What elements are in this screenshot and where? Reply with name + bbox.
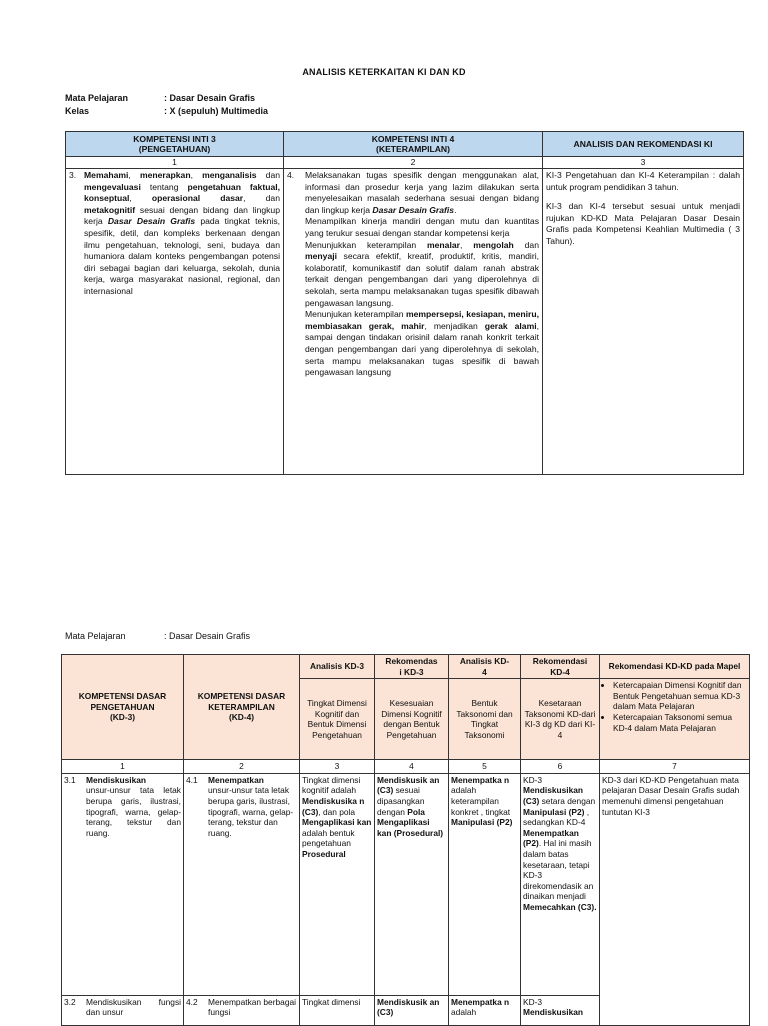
header-rekomendasi-kd3: Rekomendas i KD-3 <box>375 655 449 679</box>
column-number: 5 <box>449 760 521 774</box>
header-kd3: KOMPETENSI DASAR PENGETAHUAN (KD-3) <box>62 655 184 760</box>
kd3-cell: 3.2 Mendiskusikan fungsi dan unsur <box>62 995 184 1025</box>
ki4-text: Melaksanakan tugas spesifik dengan menggunakan alat, informasi dan prosedur kerja yang lazim dilakukan serta menyelesaikan masalah sederhana sesuai dengan bidang dan lingkup kerja Dasar Desain Grafis. Menampilkan kinerja mandiri dengan mutu dan kuantitas yang terukur sesuai dengan standar kompetensi kerja Menunjukkan keterampilan menalar, mengolah dan menyaji secara efektif, kreatif, produktif, kritis, mandiri, kolaboratif, komunikastif dan solutif dalam ranah abstrak terkait dengan pengembangan dari yang diperolehnya di sekolah, serta mampu melaksanakan tugas spesifik dibawah pengawasan langsung. Menunjukan keterampilan mempersepsi, kesiapan, meniru, membiasakan gerak, mahir, menjadikan gerak alami, sampai dengan tindakan orisinil dalam ranah konkrit terkait dengan pengembangan dari yang diperolehnya di sekolah, serta mampu melaksanakan tugas spesifik di bawah pengawasan langsung <box>305 170 540 378</box>
rekomendasi-kd3-cell: Mendiskusik an (C3) <box>375 995 449 1025</box>
meta-label: Kelas <box>65 106 90 116</box>
meta-row-subject <box>65 93 365 105</box>
header-analisis: ANALISIS DAN REKOMENDASI KI <box>543 132 744 157</box>
header-ki4: KOMPETENSI INTI 4 (KETERAMPILAN) <box>284 132 543 157</box>
subheader-rekomendasi-kd4: Kesetaraan Taksonomi KD-dari KI-3 dg KD dari KI-4 <box>521 679 600 760</box>
ki3-text: Memahami, menerapkan, menganalisis dan mengevaluasi tentang pengetahuan faktual, konseptual, operasional dasar, dan metakognitif sesuai dengan bidang dan lingkup kerja Dasar Desain Grafis pada tingkat teknis, spesifik, detil, dan kompleks berkenaan dengan ilmu pengetahuan, teknologi, seni, budaya dan humaniora dalam konteks pengembangan potensi diri sebagai bagian dari keluarga, sekolah, dunia kerja, warga masyarakat nasional, regional, dan internasional <box>84 170 281 296</box>
kd-analysis-table <box>61 654 750 1026</box>
meta-value: : X (sepuluh) Multimedia <box>164 106 269 116</box>
kd4-cell: 4.1 Menempatkan unsur-unsur tata letak berupa garis, ilustrasi, tipografi, warna, gelap-terang, tekstur dan ruang. <box>184 773 300 995</box>
column-number: 2 <box>184 760 300 774</box>
column-number: 3 <box>300 760 375 774</box>
subheader-analisis-kd4: Bentuk Taksonomi dan Tingkat Taksonomi <box>449 679 521 760</box>
column-number: 1 <box>62 760 184 774</box>
header-kd4: KOMPETENSI DASAR KETERAMPILAN (KD-4) <box>184 655 300 760</box>
header-ki3: KOMPETENSI INTI 3 (PENGETAHUAN) <box>66 132 284 157</box>
column-number: 1 <box>66 157 284 169</box>
kd4-cell: 4.2 Menempatkan berbagai fungsi <box>184 995 300 1025</box>
rekomendasi-kd4-cell: KD-3 Mendiskusikan (C3) setara dengan Manipulasi (P2) , sedangkan KD-4 Menempatkan (P2). Hal ini masih dalam batas kesetaraan, tetapi KD-3 direkomendasik an dinaikan menjadi Memecahkan (C3). <box>521 773 600 995</box>
meta-value: : Dasar Desain Grafis <box>164 631 251 641</box>
ki-analysis-table <box>65 131 744 475</box>
header-rekomendasi-mapel: Rekomendasi KD-KD pada Mapel <box>600 655 750 679</box>
rekomendasi-mapel-cell: KD-3 dari KD-KD Pengetahuan mata pelajaran Dasar Desain Grafis sudah memenuhi dimensi pengetahuan tuntutan KI-3 <box>600 773 750 1025</box>
header-analisis-kd3: Analisis KD-3 <box>300 655 375 679</box>
rekomendasi-kd4-cell: KD-3 Mendiskusikan <box>521 995 600 1025</box>
analisis-kd3-cell: Tingkat dimensi <box>300 995 375 1025</box>
column-number: 3 <box>543 157 744 169</box>
header-rekomendasi-kd4: Rekomendasi KD-4 <box>521 655 600 679</box>
header-analisis-kd4: Analisis KD- 4 <box>449 655 521 679</box>
kd3-cell: 3.1 Mendiskusikan unsur-unsur tata letak berupa garis, ilustrasi, tipografi, warna, gelap-terang, tekstur dan ruang. <box>62 773 184 995</box>
meta-row-subject-2 <box>65 631 365 643</box>
column-number: 4 <box>375 760 449 774</box>
analisis-kd4-cell: Menempatka n adalah <box>449 995 521 1025</box>
table-row <box>62 773 750 995</box>
meta-value: : Dasar Desain Grafis <box>164 93 256 103</box>
rekomendasi-kd3-cell: Mendiskusik an (C3) sesuai dipasangkan dengan Pola Mengaplikasi kan (Prosedural) <box>375 773 449 995</box>
list-item: • Ketercapaian Taksonomi semua KD-4 dalam Mata Pelajaran <box>613 712 747 733</box>
column-number: 2 <box>284 157 543 169</box>
subheader-rekomendasi-kd3: Kesesuaian Dimensi Kognitif dengan Bentuk Pengetahuan <box>375 679 449 760</box>
meta-row-class <box>65 106 365 118</box>
document-title: ANALISIS KETERKAITAN KI DAN KD <box>302 67 466 77</box>
column-number: 6 <box>521 760 600 774</box>
analisis-kd4-cell: Menempatka n adalah keterampilan konkret , tingkat Manipulasi (P2) <box>449 773 521 995</box>
analisis-kd3-cell: Tingkat dimensi kognitif adalah Mendiskusika n (C3), dan pola Mengaplikasi kan adalah bentuk pengetahuan Prosedural <box>300 773 375 995</box>
list-item: • Ketercapaian Dimensi Kognitif dan Bentuk Pengetahuan semua KD-3 dalam Mata Pelajaran <box>613 680 747 712</box>
analisis-cell: KI-3 Pengetahuan dan KI-4 Keterampilan : dalah untuk program pendidikan 3 tahun. KI-3 dan KI-4 tersebut sesuai untuk menjadi rujukan KD-KD Mata Pelajaran Dasar Desain Grafis pada Kompetensi Keahlian Multimedia ( 3 Tahun). <box>543 169 744 475</box>
ki3-cell: 3. Memahami, menerapkan, menganalisis dan mengevaluasi tentang pengetahuan faktual, konseptual, operasional dasar, dan metakognitif sesuai dengan bidang dan lingkup kerja Dasar Desain Grafis pada tingkat teknis, spesifik, detil, dan kompleks berkenaan dengan ilmu pengetahuan, teknologi, seni, budaya dan humaniora dalam konteks pengembangan potensi diri sebagai bagian dari keluarga, sekolah, dunia kerja, warga masyarakat nasional, regional, dan internasional <box>66 169 284 475</box>
meta-label: Mata Pelajaran <box>65 631 126 641</box>
ki4-cell: 4. Melaksanakan tugas spesifik dengan menggunakan alat, informasi dan prosedur kerja yang lazim dilakukan serta menyelesaikan masalah sederhana sesuai dengan bidang dan lingkup kerja Dasar Desain Grafis. Menampilkan kinerja mandiri dengan mutu dan kuantitas yang terukur sesuai dengan standar kompetensi kerja Menunjukkan keterampilan menalar, mengolah dan menyaji secara efektif, kreatif, produktif, kritis, mandiri, kolaboratif, komunikastif dan solutif dalam ranah abstrak terkait dengan pengembangan dari yang diperolehnya di sekolah, serta mampu melaksanakan tugas spesifik dibawah pengawasan langsung. Menunjukan keterampilan mempersepsi, kesiapan, meniru, membiasakan gerak, mahir, menjadikan gerak alami, sampai dengan tindakan orisinil dalam ranah konkrit terkait dengan pengembangan dari yang diperolehnya di sekolah, serta mampu melaksanakan tugas spesifik di bawah pengawasan langsung <box>284 169 543 475</box>
subheader-analisis-kd3: Tingkat Dimensi Kognitif dan Bentuk Dimensi Pengetahuan <box>300 679 375 760</box>
subheader-rekomendasi-mapel <box>600 679 750 760</box>
column-number: 7 <box>600 760 750 774</box>
meta-label: Mata Pelajaran <box>65 93 129 103</box>
